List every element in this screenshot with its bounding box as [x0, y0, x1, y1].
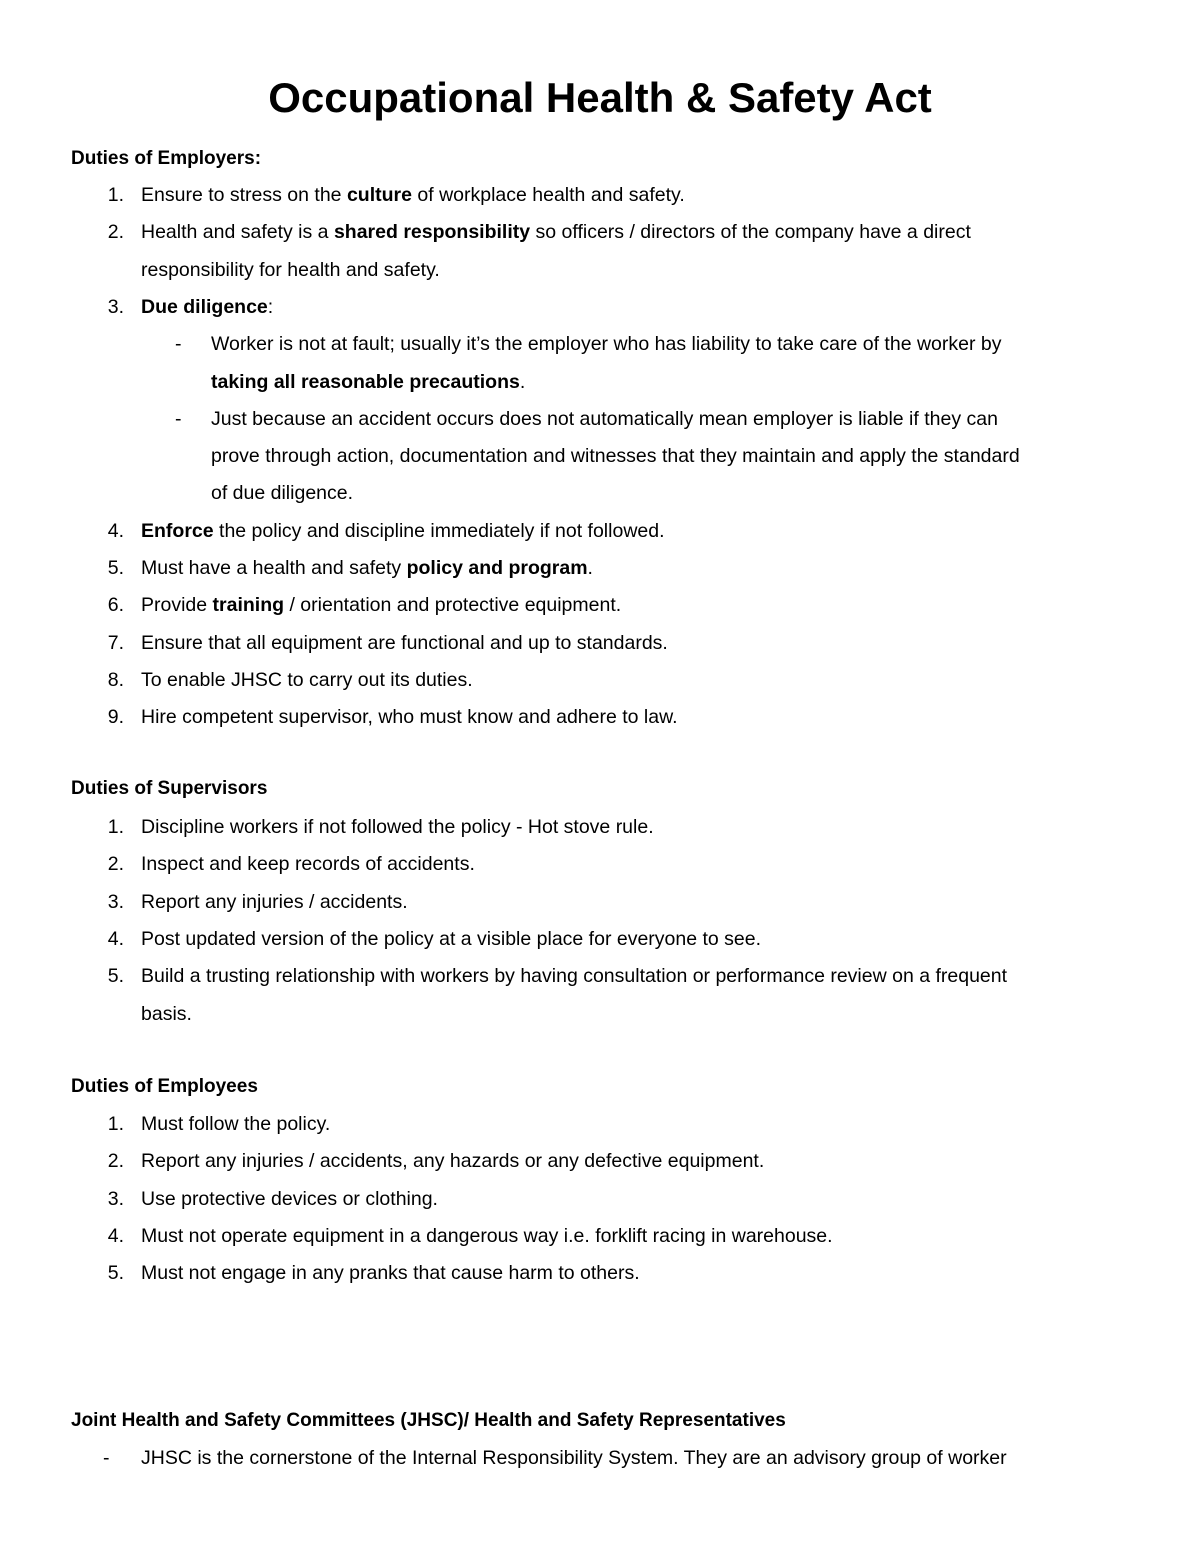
text-run: Hire competent supervisor, who must know and adhere to law. [141, 706, 678, 729]
text-run: Must have a health and safety [141, 557, 407, 579]
text-run: of workplace health and safety. [411, 184, 685, 206]
text-run: Must follow the policy. [141, 1113, 331, 1135]
list-item-line [141, 1000, 192, 1028]
sub-bullet-line [211, 442, 1020, 470]
text-run: Use protective devices or clothing. [141, 1187, 438, 1210]
list-number: 2. [107, 221, 124, 244]
list-number: 5. [107, 557, 124, 579]
list-number: 5. [107, 965, 124, 988]
section-heading-supervisors: Duties of Supervisors [71, 778, 268, 799]
list-item-line [141, 666, 473, 694]
text-run: Ensure to stress on the [141, 184, 347, 206]
text-run: Health and safety is a [141, 221, 334, 244]
text-run: prove through action, documentation and witnesses that they maintain and apply the standard [211, 445, 1020, 468]
bold-text: Due diligence [141, 295, 268, 318]
sub-bullet-dash: - [175, 333, 182, 356]
list-number: 1. [107, 816, 124, 838]
list-number: 6. [107, 594, 124, 617]
sub-bullet-line [211, 405, 998, 433]
text-run: of due diligence. [211, 482, 354, 505]
section-heading-employers: Duties of Employers: [71, 148, 262, 169]
list-item-line [141, 1110, 330, 1138]
list-item-line [141, 256, 440, 284]
text-run: Worker is not at fault; usually it’s the employer who has liability to take care of the worker by [211, 333, 1002, 356]
list-item-line [141, 850, 475, 878]
list-item-line [141, 293, 273, 321]
list-item-line [141, 925, 761, 953]
list-item-line [141, 629, 668, 657]
list-item-line [141, 888, 408, 916]
list-number: 9. [107, 706, 124, 729]
text-run: so officers / directors of the company have a direct [530, 221, 971, 244]
list-number: 4. [107, 927, 124, 950]
list-number: 1. [107, 184, 124, 206]
text-run: . [587, 557, 593, 579]
text-run: JHSC is the cornerstone of the Internal Responsibility System. They are an advisory group of worker [141, 1447, 1007, 1469]
list-item-line [141, 1147, 764, 1175]
list-number: 4. [107, 1224, 124, 1247]
text-run: Report any injuries / accidents. [141, 890, 408, 913]
text-run: Must not engage in any pranks that cause harm to others. [141, 1262, 640, 1285]
text-run: Must not operate equipment in a dangerous way i.e. forklift racing in warehouse. [141, 1224, 833, 1247]
list-number: 5. [107, 1262, 124, 1285]
list-item-line [141, 517, 665, 545]
text-run: Report any injuries / accidents, any hazards or any defective equipment. [141, 1150, 765, 1173]
text-run: . [519, 370, 526, 393]
text-run: Inspect and keep records of accidents. [141, 853, 475, 876]
list-item-line [141, 962, 1007, 990]
bullet-line [141, 1444, 1007, 1472]
bold-text: taking all reasonable precautions [211, 370, 520, 393]
list-number: 7. [107, 631, 124, 654]
sub-bullet-line [211, 479, 353, 507]
list-item-line [141, 703, 678, 731]
text-run: To enable JHSC to carry out its duties. [141, 668, 473, 691]
list-item-line [141, 1259, 640, 1287]
bold-text: culture [346, 184, 412, 206]
list-item-line [141, 218, 971, 246]
bold-text: policy and program [406, 557, 588, 579]
list-number: 3. [107, 890, 124, 913]
bullet-dash: - [103, 1447, 110, 1469]
text-run: Build a trusting relationship with workers by having consultation or performance review on a frequent [141, 965, 1008, 988]
list-item-line [141, 813, 654, 841]
page-title: Occupational Health & Safety Act [268, 74, 932, 121]
list-number: 3. [107, 1187, 124, 1210]
list-number: 2. [107, 853, 124, 876]
text-run: Just because an accident occurs does not automatically mean employer is liable if they can [211, 407, 998, 430]
text-run: : [267, 295, 274, 318]
list-item-line [141, 554, 593, 582]
list-number: 1. [107, 1113, 124, 1135]
text-run: / orientation and protective equipment. [284, 594, 622, 617]
text-run: Ensure that all equipment are functional and up to standards. [141, 631, 668, 654]
section-heading-employees: Duties of Employees [71, 1076, 258, 1097]
sub-bullet-dash: - [175, 407, 182, 430]
text-run: responsibility for health and safety. [141, 258, 440, 281]
list-number: 2. [107, 1150, 124, 1173]
bold-text: shared responsibility [333, 221, 531, 244]
section-heading-jhsc: Joint Health and Safety Committees (JHSC)/ Health and Safety Representatives [71, 1410, 786, 1431]
text-run: Provide [141, 594, 213, 617]
list-item-line [141, 1185, 438, 1213]
list-number: 8. [107, 668, 124, 691]
list-item-line [141, 1222, 833, 1250]
list-number: 4. [107, 519, 124, 542]
list-item-line [141, 591, 621, 619]
text-run: the policy and discipline immediately if not followed. [213, 519, 665, 542]
list-number: 3. [107, 295, 124, 318]
bold-text: Enforce [141, 519, 214, 542]
text-run: basis. [141, 1002, 192, 1025]
text-run: Post updated version of the policy at a visible place for everyone to see. [141, 927, 762, 950]
bold-text: training [212, 594, 285, 617]
sub-bullet-line [211, 368, 525, 396]
list-item-line [141, 181, 685, 209]
sub-bullet-line [211, 330, 1001, 358]
text-run: Discipline workers if not followed the policy - Hot stove rule. [141, 816, 654, 838]
